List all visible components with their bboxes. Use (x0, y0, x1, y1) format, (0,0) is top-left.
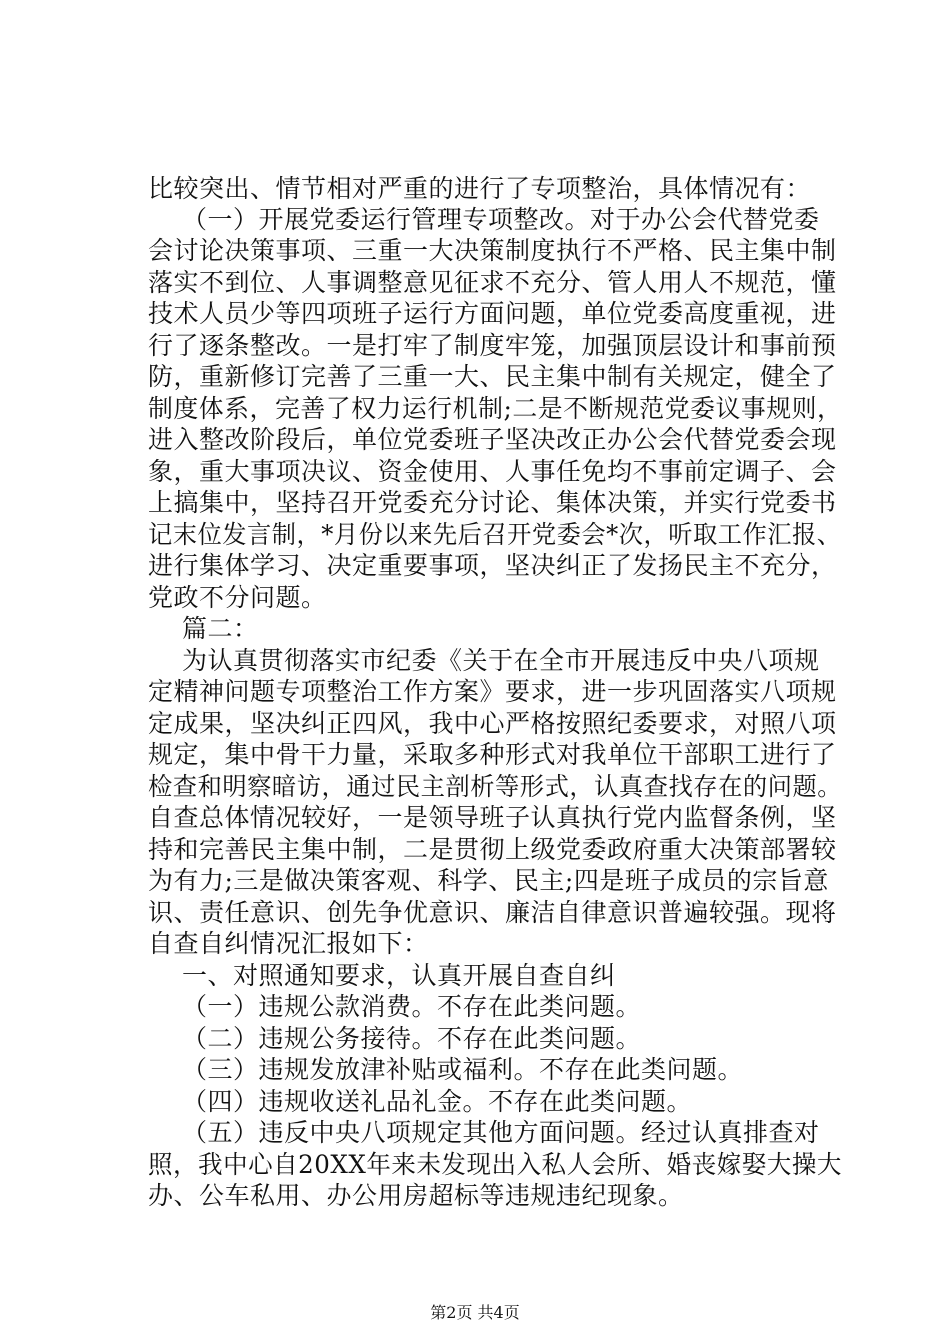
paragraph-line: 规定，集中骨干力量，采取多种形式对我单位干部职工进行了 (148, 740, 837, 769)
paragraph-line: 办、公车私用、办公用房超标等违规违纪现象。 (148, 1181, 684, 1210)
paragraph-line: 技术人员少等四项班子运行方面问题，单位党委高度重视，进 (148, 299, 837, 328)
paragraph-line: 防，重新修订完善了三重一大、民主集中制有关规定，健全了 (148, 362, 837, 391)
paragraph-line: 象，重大事项决议、资金使用、人事任免均不事前定调子、会 (148, 457, 837, 486)
list-item: （二）违规公务接待。不存在此类问题。 (182, 1024, 642, 1053)
paragraph-line: 比较突出、情节相对严重的进行了专项整治，具体情况有： (148, 174, 812, 203)
subsection-heading: 一、对照通知要求，认真开展自查自纠 (182, 961, 616, 990)
paragraph-line: 上搞集中，坚持召开党委充分讨论、集体决策，并实行党委书 (148, 488, 837, 517)
paragraph-line: 记末位发言制，*月份以来先后召开党委会*次，听取工作汇报、 (148, 520, 842, 549)
paragraph-line: 落实不到位、人事调整意见征求不充分、管人用人不规范，懂 (148, 268, 837, 297)
paragraph-line: 自查自纠情况汇报如下： (148, 929, 429, 958)
section-heading: 篇二： (182, 614, 259, 643)
paragraph-line: 定精神问题专项整治工作方案》要求，进一步巩固落实八项规 (148, 677, 837, 706)
paragraph-line: 制度体系，完善了权力运行机制;二是不断规范党委议事规则， (148, 394, 843, 423)
paragraph-line: 进入整改阶段后，单位党委班子坚决改正办公会代替党委会现 (148, 425, 837, 454)
paragraph-line: 党政不分问题。 (148, 583, 327, 612)
list-item: （四）违规收送礼品礼金。不存在此类问题。 (182, 1087, 693, 1116)
list-item: （五）违反中央八项规定其他方面问题。经过认真排查对 (182, 1118, 820, 1147)
paragraph-line: 定成果，坚决纠正四风，我中心严格按照纪委要求，对照八项 (148, 709, 837, 738)
paragraph-line: 检查和明察暗访，通过民主剖析等形式，认真查找存在的问题。 (148, 772, 843, 801)
list-item: （三）违规发放津补贴或福利。不存在此类问题。 (182, 1055, 744, 1084)
page-number-footer: 第2页 共4页 (430, 1303, 520, 1322)
paragraph-line: 识、责任意识、创先争优意识、廉洁自律意识普遍较强。现将 (148, 898, 837, 927)
paragraph-line: 照，我中心自20XX年来未发现出入私人会所、婚丧嫁娶大操大 (148, 1150, 842, 1179)
paragraph-line: 持和完善民主集中制，二是贯彻上级党委政府重大决策部署较 (148, 835, 837, 864)
paragraph-line: 为有力;三是做决策客观、科学、民主;四是班子成员的宗旨意 (148, 866, 829, 895)
paragraph-line: 进行集体学习、决定重要事项，坚决纠正了发扬民主不充分， (148, 551, 837, 580)
list-item: （一）违规公款消费。不存在此类问题。 (182, 992, 642, 1021)
paragraph-line: 行了逐条整改。一是打牢了制度牢笼，加强顶层设计和事前预 (148, 331, 837, 360)
paragraph-line: 会讨论决策事项、三重一大决策制度执行不严格、民主集中制 (148, 236, 837, 265)
paragraph-line: （一）开展党委运行管理专项整改。对于办公会代替党委 (182, 205, 820, 234)
paragraph-line: 自查总体情况较好，一是领导班子认真执行党内监督条例，坚 (148, 803, 837, 832)
paragraph-line: 为认真贯彻落实市纪委《关于在全市开展违反中央八项规 (182, 646, 820, 675)
